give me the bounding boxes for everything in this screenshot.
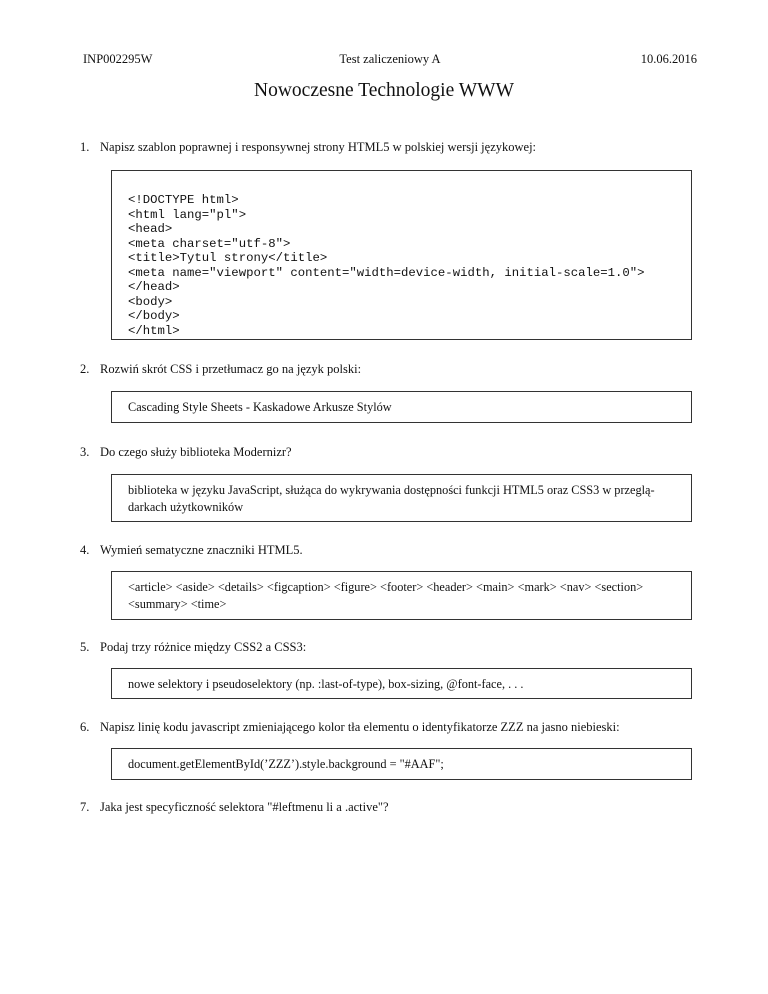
question-number: 3. — [80, 445, 90, 459]
answer-line: <article> <aside> <details> <figcaption> <figure> <footer> <header> <main> <mark> <nav> <section> — [128, 580, 644, 594]
code-line: <html lang="pl"> — [128, 207, 247, 222]
answer-text: document.getElementById(’ZZZ’).style.background = "#AAF"; — [128, 757, 444, 771]
question-text: Do czego służy biblioteka Modernizr? — [100, 445, 292, 459]
code-line: </body> — [128, 309, 180, 323]
page-header — [83, 52, 697, 68]
question-number: 6. — [80, 720, 90, 734]
code-line: <!DOCTYPE html> — [128, 193, 239, 207]
code-line: <title>Tytul strony</title> — [128, 251, 328, 265]
code-line: </head> — [128, 280, 180, 294]
answer-line: biblioteka w języku JavaScript, służąca do wykrywania dostępności funkcji HTML5 oraz CSS3 w przeglą- — [128, 483, 655, 497]
answer-text: Cascading Style Sheets - Kaskadowe Arkusze Stylów — [128, 400, 392, 414]
code-line: <meta charset="utf-8"> — [128, 236, 291, 251]
answer-text: nowe selektory i pseudoselektory (np. :last-of-type), box-sizing, @font-face, . . . — [128, 677, 524, 691]
test-name: Test zaliczeniowy A — [339, 52, 441, 66]
question-5 — [80, 639, 307, 655]
question-number: 4. — [80, 543, 90, 557]
question-text: Podaj trzy różnice między CSS2 a CSS3: — [100, 640, 307, 654]
code-line: <body> — [128, 294, 173, 309]
question-text: Jaka jest specyficzność selektora "#leftmenu li a .active"? — [100, 800, 389, 814]
answer-box-1 — [111, 170, 692, 340]
code-line: </html> — [128, 323, 180, 338]
answer-box-6 — [111, 748, 692, 780]
answer-box-4 — [111, 571, 692, 620]
question-4 — [80, 542, 303, 558]
answer-box-2 — [111, 391, 692, 423]
document-code: INP002295W — [83, 52, 153, 66]
question-7 — [80, 799, 389, 815]
question-number: 2. — [80, 362, 90, 376]
question-number: 7. — [80, 800, 90, 814]
question-1 — [80, 139, 537, 155]
answer-text — [128, 482, 677, 516]
answer-line: <summary> <time> — [128, 597, 227, 611]
question-text: Napisz szablon poprawnej i responsywnej strony HTML5 w polskiej wersji językowej: — [100, 140, 537, 154]
answer-text — [128, 579, 677, 613]
document-date: 10.06.2016 — [640, 52, 697, 66]
question-number: 5. — [80, 640, 90, 654]
question-2 — [80, 361, 362, 377]
question-text: Rozwiń skrót CSS i przetłumacz go na język polski: — [100, 362, 362, 376]
question-text: Wymień sematyczne znaczniki HTML5. — [100, 543, 303, 557]
question-number: 1. — [80, 140, 90, 154]
code-line: <meta name="viewport" content="width=device-width, initial-scale=1.0"> — [128, 265, 645, 280]
question-3 — [80, 444, 292, 460]
answer-box-3 — [111, 474, 692, 522]
page-title: Nowoczesne Technologie WWW — [254, 80, 514, 101]
code-block — [128, 193, 677, 338]
question-text: Napisz linię kodu javascript zmieniającego kolor tła elementu o identyfikatorze ZZZ na jasno niebieski: — [100, 720, 620, 734]
code-line: <head> — [128, 222, 173, 236]
answer-box-5 — [111, 668, 692, 699]
answer-line: darkach użytkowników — [128, 500, 244, 514]
question-6 — [80, 719, 620, 735]
